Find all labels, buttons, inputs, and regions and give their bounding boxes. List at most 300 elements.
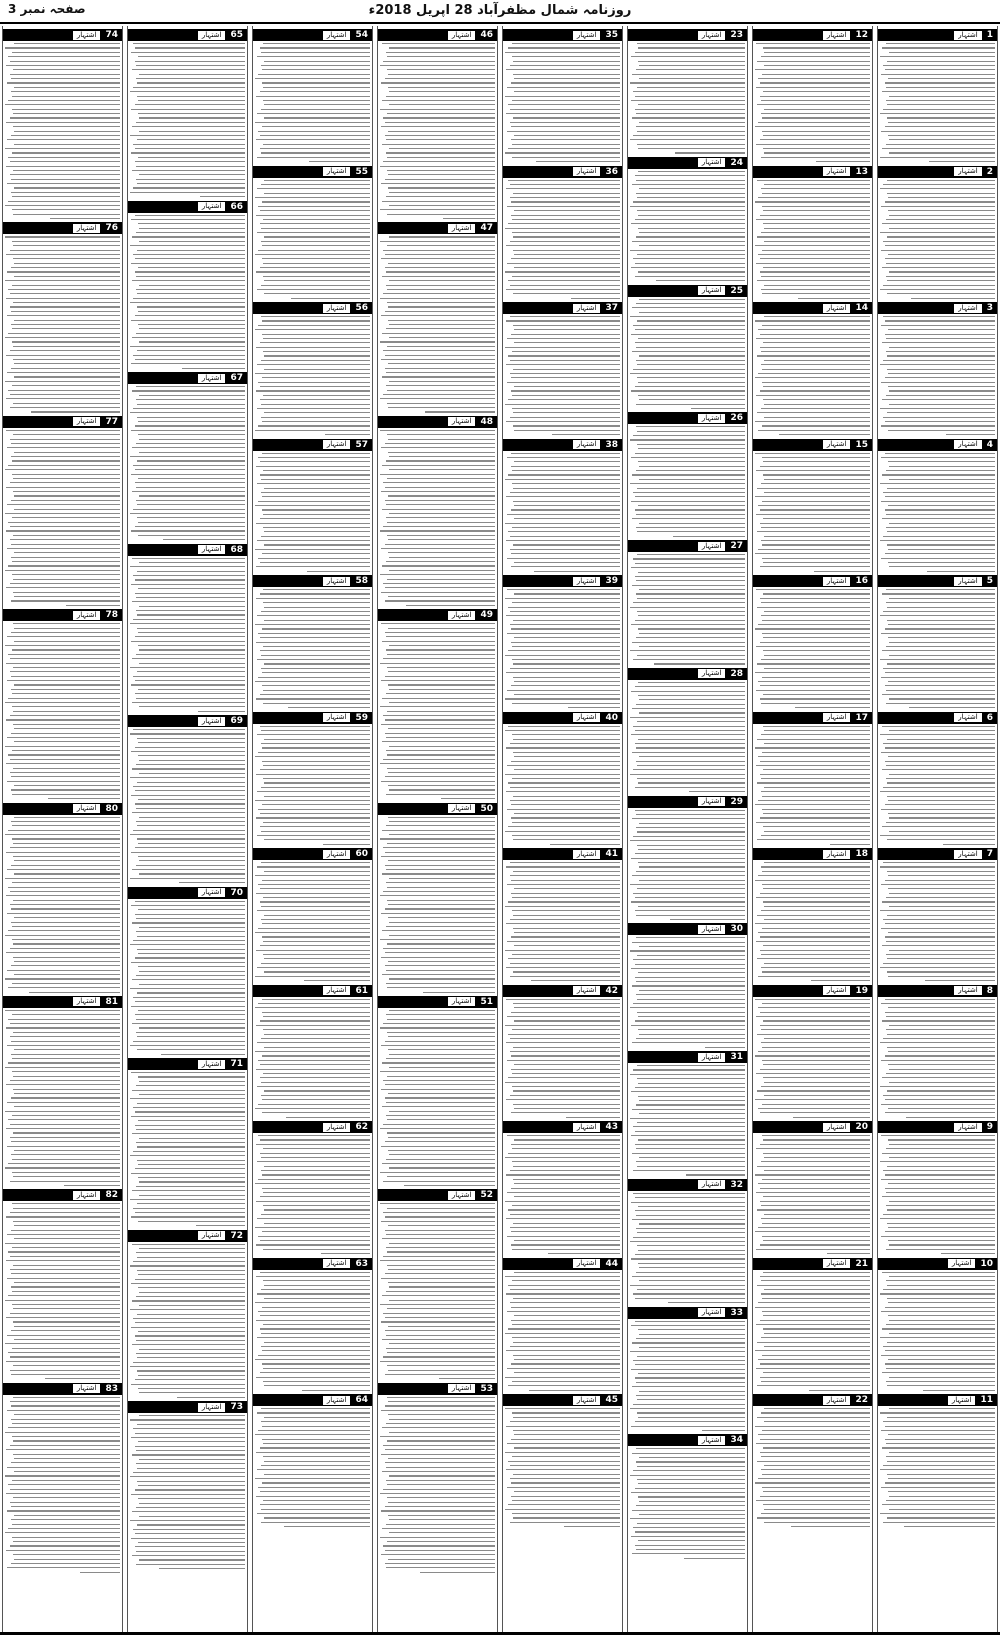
text-line [135,1433,245,1434]
text-line [512,1161,620,1162]
text-line [135,215,245,216]
text-line [758,122,870,123]
text-line [755,747,870,748]
notice-body-text [503,1133,622,1254]
text-line [255,1108,370,1109]
text-line [381,1510,495,1511]
text-line [260,769,370,770]
notice-label: اشتہار [697,1179,727,1190]
text-line [13,1365,120,1366]
text-line [135,104,245,105]
notice-label: اشتہار [572,439,602,450]
text-line [138,588,245,589]
text-line [511,1231,620,1232]
text-line [137,1103,245,1104]
text-line [263,1192,370,1193]
notice-block [503,1258,622,1391]
text-line [637,131,745,132]
notice-number: 74 [105,30,118,40]
notice-label: اشتہار [947,1395,977,1406]
notice-block [628,285,747,410]
text-line [888,1359,995,1360]
notice-block [378,996,497,1186]
text-line [761,1029,870,1030]
text-line [883,1346,995,1347]
text-line [763,1504,870,1505]
text-line [633,1527,745,1528]
text-line [637,210,745,211]
text-line [888,681,995,682]
notice-body-text [878,451,997,572]
notice-number: 38 [605,439,618,450]
text-line [261,152,370,153]
text-line [639,479,745,480]
notice-body-text [878,587,997,708]
notice-block [253,1258,372,1391]
text-line [764,404,870,405]
text-line [7,372,120,373]
text-line [389,205,495,206]
text-line [635,853,745,854]
text-line [635,576,745,577]
notice-header [628,1434,747,1446]
text-line [514,813,620,814]
text-line [513,796,620,797]
text-line [386,139,495,140]
notice-number: 62 [355,1122,368,1132]
text-line [383,658,495,659]
text-line [255,329,370,330]
text-line [755,1482,870,1483]
notice-label: اشتہار [322,1258,352,1269]
text-line [630,1118,745,1119]
text-line [8,887,120,888]
text-line [386,693,495,694]
text-line [639,466,745,467]
text-line [383,1356,495,1357]
text-line [638,505,745,506]
text-line [762,325,870,326]
text-line [263,897,370,898]
text-line [263,1443,370,1444]
text-line [382,974,495,975]
text-line [14,376,120,377]
text-line [638,615,745,616]
text-line [635,276,745,277]
text-line [510,743,620,744]
text-line [511,377,620,378]
notice-header [378,29,497,41]
text-line [256,1320,370,1321]
text-line [387,522,495,523]
text-line [8,56,120,57]
text-line [261,611,370,612]
text-line [139,663,245,664]
notice-body-text [3,234,122,412]
text-line [639,880,745,881]
text-line [261,1333,370,1334]
text-line [639,1501,745,1502]
text-line [263,690,370,691]
notice-label: اشتہار [697,924,727,935]
text-line [133,43,245,44]
text-line [637,1399,745,1400]
text-line [262,880,370,881]
text-line [256,139,370,140]
notice-label: اشتہار [72,416,102,427]
text-line [637,721,745,722]
text-line [637,598,745,599]
notice-body-text [628,1446,747,1559]
text-line [14,873,120,874]
text-line [888,888,995,889]
text-line [5,978,120,979]
text-line [756,1148,870,1149]
text-line [887,1034,995,1035]
text-line [883,743,995,744]
text-line [511,817,620,818]
text-line [137,1468,245,1469]
notice-body-text [503,997,622,1118]
text-line [511,1012,620,1013]
text-line [380,474,495,475]
text-line [758,800,870,801]
text-line [636,1228,745,1229]
text-line [756,1368,870,1369]
notice-number: 50 [480,803,493,814]
text-line [761,364,870,365]
text-line [882,1504,995,1505]
text-line [385,355,495,356]
text-line [635,1421,745,1422]
text-line [130,135,245,136]
text-line [508,1385,620,1386]
text-line [636,915,745,916]
text-line [263,1016,370,1017]
notice-header [503,439,622,451]
text-line [10,526,120,527]
text-line [136,821,245,822]
text-line [631,1135,745,1136]
text-line [325,434,370,435]
text-line [507,558,620,559]
text-line [889,228,995,229]
text-line [255,1007,370,1008]
text-line [638,849,745,850]
text-line [385,600,495,601]
text-line [256,1452,370,1453]
text-line [12,1172,120,1173]
text-line [632,184,745,185]
notice-body-text [253,724,372,845]
text-line [632,818,745,819]
text-line [638,1329,745,1330]
text-line [512,395,620,396]
text-line [889,1069,995,1070]
notice-body-text [128,1413,247,1569]
text-line [635,109,745,110]
text-line [637,1289,745,1290]
text-line [139,1559,245,1560]
notice-block [753,575,872,708]
text-line [138,522,245,523]
text-line [887,412,995,413]
text-line [758,549,870,550]
text-line [263,1324,370,1325]
text-line [263,602,370,603]
text-line [887,1474,995,1475]
text-line [255,1227,370,1228]
text-line [510,197,620,198]
text-line [307,571,370,572]
text-line [264,796,370,797]
text-line [260,386,370,387]
notice-block [128,29,247,197]
text-line [136,1450,245,1451]
notice-number: 32 [730,1179,743,1190]
text-line [14,961,120,962]
text-line [257,1218,370,1219]
text-line [513,1417,620,1418]
text-line [638,1083,745,1084]
text-line [264,1417,370,1418]
text-line [630,1475,745,1476]
text-line [10,1080,120,1081]
notice-header [503,848,622,860]
text-line [385,1374,495,1375]
text-line [513,1047,620,1048]
text-line [514,681,620,682]
text-line [512,822,620,823]
text-line [513,193,620,194]
text-line [10,1356,120,1357]
notice-number: 66 [230,201,243,212]
text-line [887,355,995,356]
text-line [760,1377,870,1378]
text-line [262,1363,370,1364]
notice-body-text [753,860,872,981]
notice-block [753,712,872,845]
text-line [756,395,870,396]
text-line [761,188,870,189]
text-line [132,1244,245,1245]
text-line [511,553,620,554]
text-line [705,1047,745,1048]
text-line [10,671,120,672]
text-line [12,706,120,707]
text-line [8,522,120,523]
text-line [10,847,120,848]
text-line [136,65,245,66]
text-line [137,82,245,83]
text-line [886,144,995,145]
text-line [887,280,995,281]
text-line [137,517,245,518]
text-line [880,364,995,365]
text-line [11,821,120,822]
text-line [131,751,245,752]
text-line [631,901,745,902]
notice-block [3,609,122,799]
text-line [885,880,995,881]
text-line [261,862,370,863]
text-line [889,1157,995,1158]
text-line [380,895,495,896]
text-line [382,144,495,145]
text-line [887,739,995,740]
text-line [513,1355,620,1356]
text-line [888,1491,995,1492]
text-line [261,1082,370,1083]
text-line [637,1232,745,1233]
text-line [385,78,495,79]
text-line [758,1434,870,1435]
text-line [386,970,495,971]
text-line [383,847,495,848]
text-line [881,206,995,207]
text-line [763,1372,870,1373]
text-line [5,47,120,48]
text-line [763,637,870,638]
text-line [886,351,995,352]
text-line [132,702,245,703]
text-line [11,192,120,193]
text-line [880,483,995,484]
text-line [135,1014,245,1015]
text-line [10,1023,120,1024]
text-line [385,733,495,734]
text-line [380,298,495,299]
text-line [137,1481,245,1482]
text-line [257,483,370,484]
text-line [258,1236,370,1237]
notice-block [503,1121,622,1254]
text-line [389,104,495,105]
text-line [381,1321,495,1322]
text-line [380,398,495,399]
text-line [637,999,745,1000]
text-line [12,1436,120,1437]
text-line [263,1500,370,1501]
text-line [630,1241,745,1242]
text-line [758,1183,870,1184]
text-line [10,1137,120,1138]
notice-block [253,302,372,435]
text-line [673,536,745,537]
text-line [507,382,620,383]
notice-label: اشتہار [197,1230,227,1241]
text-line [886,43,995,44]
text-line [136,1564,245,1565]
text-line [8,698,120,699]
text-line [380,341,495,342]
text-line [264,180,370,181]
text-line [885,761,995,762]
text-line [130,1476,245,1477]
text-line [633,836,745,837]
text-line [889,598,995,599]
text-line [258,382,370,383]
text-line [264,544,370,545]
text-line [11,1273,120,1274]
text-line [762,250,870,251]
text-line [510,787,620,788]
notice-header [878,439,997,451]
text-line [508,104,620,105]
text-line [132,337,245,338]
notice-header [3,803,122,815]
text-line [260,1196,370,1197]
text-line [888,430,995,431]
text-line [260,813,370,814]
text-line [135,1168,245,1169]
text-line [638,695,745,696]
text-line [12,1348,120,1349]
text-line [381,680,495,681]
text-line [761,113,870,114]
text-line [386,96,495,97]
text-line [635,910,745,911]
text-line [6,487,120,488]
text-line [10,1313,120,1314]
text-line [258,1355,370,1356]
text-line [256,1244,370,1245]
text-line [388,1036,495,1037]
text-line [513,1517,620,1518]
notice-body-text [878,1270,997,1391]
text-line [138,755,245,756]
text-line [288,707,370,708]
text-line [757,1461,870,1462]
notice-label: اشتہار [447,223,477,234]
text-line [138,1076,245,1077]
text-line [133,1428,245,1429]
text-line [757,1385,870,1386]
text-line [880,659,995,660]
classified-column [502,26,623,1633]
notice-label: اشتہار [197,716,227,727]
text-line [756,1443,870,1444]
text-line [10,658,120,659]
text-line [14,1326,120,1327]
text-line [639,699,745,700]
notice-block [503,29,622,162]
text-line [261,919,370,920]
text-line [889,1509,995,1510]
text-line [631,457,745,458]
text-line [638,1496,745,1497]
notice-label: اشتہار [197,1059,227,1070]
text-line [636,580,745,581]
text-line [633,558,745,559]
text-line [14,509,120,510]
notice-number: 31 [730,1052,743,1062]
text-line [762,633,870,634]
text-line [12,693,120,694]
text-line [638,862,745,863]
text-line [262,1439,370,1440]
text-line [263,1148,370,1149]
text-line [830,844,870,845]
text-line [132,1555,245,1556]
text-line [550,844,620,845]
notice-body-text [3,428,122,606]
notice-number: 24 [730,157,743,168]
text-line [130,1520,245,1521]
text-line [383,715,495,716]
text-line [511,1188,620,1189]
text-line [514,1315,620,1316]
